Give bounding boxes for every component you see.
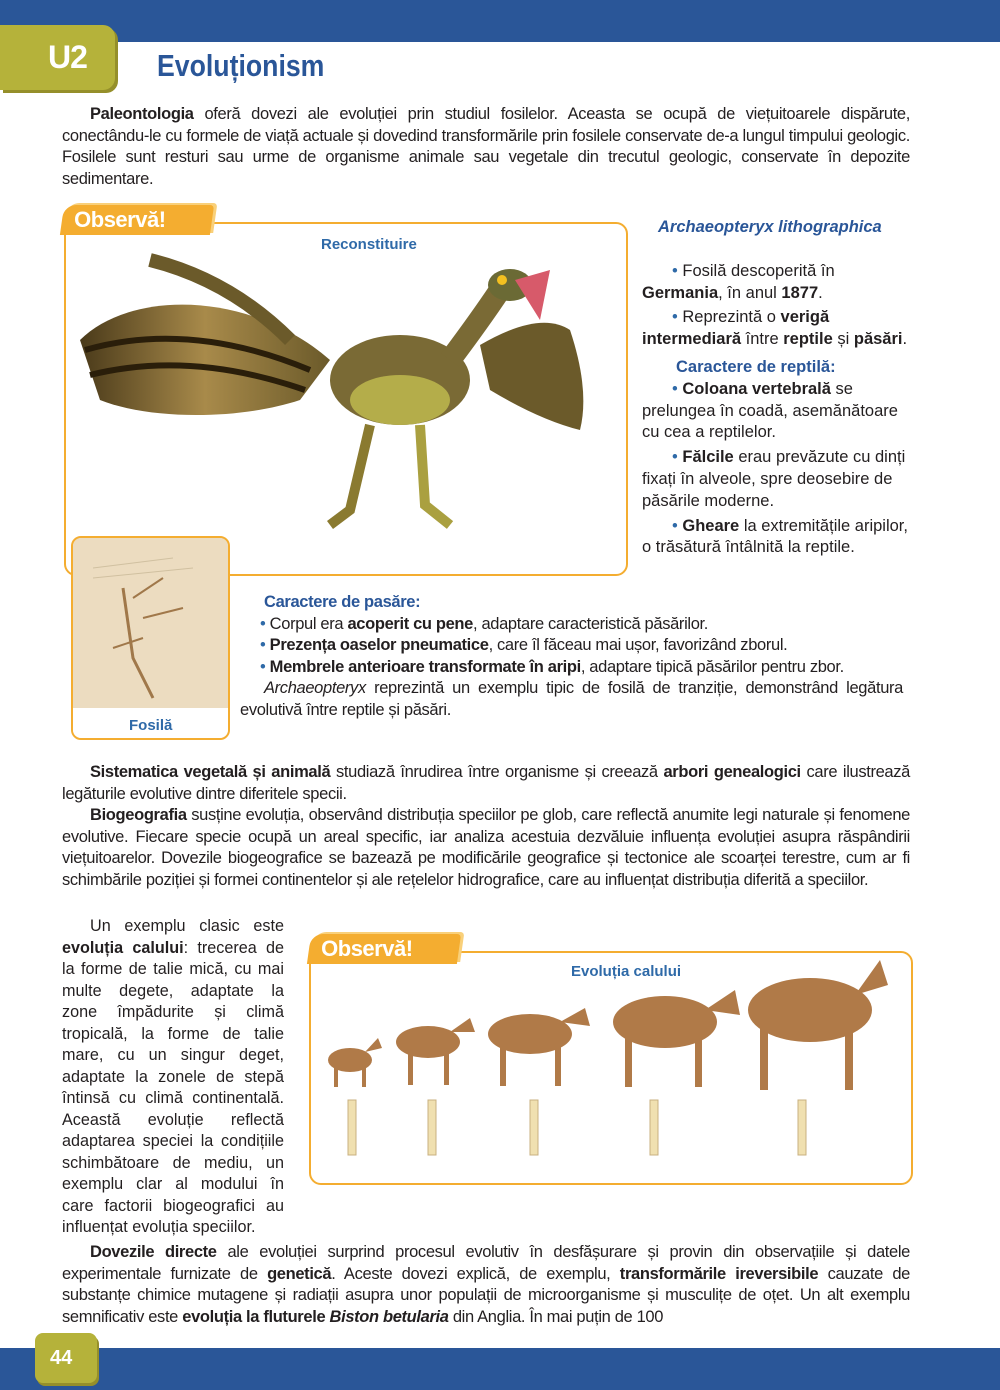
observe-tag-label: Observă! [74, 207, 166, 232]
bird-characters [240, 592, 903, 721]
unit-badge [0, 25, 115, 90]
bird-item: • Corpul era acoperit cu pene, adaptare caracteristică păsărilor. [260, 614, 709, 633]
page-number: 44 [50, 1347, 73, 1369]
intro-text: oferă dovezi ale evoluției prin studiul fosilelor. Aceasta se ocupă de viețuitoarele dispărute, conectându-le cu formele de viață actuale și dovedind transformările prin fosilele conservate de-a lungul timpului geologic. Fosilele sunt resturi sau urme de organisme animale sau vegetale din trecutul geologic, conservate în depozite sedimentare. [62, 105, 910, 188]
species-name: Archaeopteryx lithographica [658, 218, 882, 236]
bottom-banner [0, 1348, 1000, 1390]
horse-evolution-illustration [320, 960, 900, 1165]
caption-horse-evolution: Evoluția calului [571, 963, 682, 980]
horse-evolution-paragraph: Un exemplu clasic este evoluția calului: trecerea de la forme de talie mică, cu mai multe degete, adaptate la zone împădurite și climă tropicală, la forme de talie mare, cu un singur deget, adaptate la zonele de stepă întinsă cu climă continentală. Această evoluție reflectă adaptarea speciei la condițiile schimbătoare de mediu, un exemplu clar al modului în care factorii biogeografici au influențat evoluția speciilor. [62, 917, 284, 1236]
fact-2: • Reprezintă o verigă intermediară între reptile și păsări. [642, 308, 908, 349]
observe-tag-label: Observă! [321, 936, 413, 961]
intro-bold: Paleontologia [90, 105, 194, 123]
unit-label: U2 [48, 39, 87, 75]
sistematica-paragraph: Sistematica vegetală și animală studiază înrudirea între organisme și creează arbori genealogici care ilustrează legăturile evolutive dintre diferitele specii. Biogeografia susține evoluția, observând distribuția speciilor pe glob, care reflectă anumite legi naturale și fenomene evolutive. Fiecare specie ocupă un areal specific, iar analiza acestuia dezvăluie influența evoluției asupra răspândirii viețuitoarelor. Dovezile biogeografice se bazează pe modificările geografice și tectonice ale scoarței terestre, cum ar fi schimbările poziției și formei continentelor și ale rețelelor hidrografice, care au influențat distribuția diferită a speciilor. [62, 763, 910, 889]
reptile-heading: Caractere de reptilă: [676, 357, 836, 376]
reptile-item: • Gheare la extremitățile aripilor, o trăsătură întâlnită la reptile. [642, 516, 908, 557]
conclusion: Archaeopteryx reprezintă un exemplu tipic de fosilă de tranziție, demonstrând legătura evolutivă între reptile și păsări. [240, 679, 903, 719]
caption-fosila: Fosilă [129, 717, 173, 734]
reptile-item: • Fălcile erau prevăzute cu dinți fixați în alveole, spre deosebire de păsările moderne. [642, 448, 906, 510]
fossil-illustration [73, 538, 228, 708]
fossil-photo [71, 536, 230, 740]
intro-paragraph [62, 104, 910, 190]
observe-tag-1 [60, 205, 214, 235]
top-banner [0, 0, 1000, 42]
direct-evidence-paragraph: Dovezile directe ale evoluției surprind procesul evolutiv în desfășurare și provin din observațiile și datele experimentale furnizate de genetică. Aceste dovezi explică, de exemplu, transformările ireversibile cauzate de substanțe chimice mutagene și radiații asupra unor populații de microorganisme și musculițe de oțet. Un alt exemplu semnificativ este evoluția la fluturele Biston betularia din Anglia. În mai puțin de 100 [62, 1243, 910, 1326]
fact-1: • Fosilă descoperită în Germania, în anul 1877. [642, 261, 835, 302]
reptile-item: • Coloana vertebrală se prelungea în coadă, asemănătoare cu cea a reptilelor. [642, 379, 898, 442]
bird-item: • Prezența oaselor pneumatice, care îl făceau mai ușor, favorizând zborul. [260, 636, 788, 654]
page-title: Evoluționism [157, 48, 325, 83]
page-number-badge [35, 1333, 97, 1383]
bird-item: • Membrele anterioare transformate în aripi, adaptare tipică păsărilor pentru zbor. [260, 657, 844, 676]
archaeopteryx-illustration [70, 250, 620, 550]
bird-heading: Caractere de pasăre: [264, 593, 421, 611]
caption-reconstituire: Reconstituire [321, 236, 417, 253]
archaeopteryx-facts [642, 217, 912, 559]
